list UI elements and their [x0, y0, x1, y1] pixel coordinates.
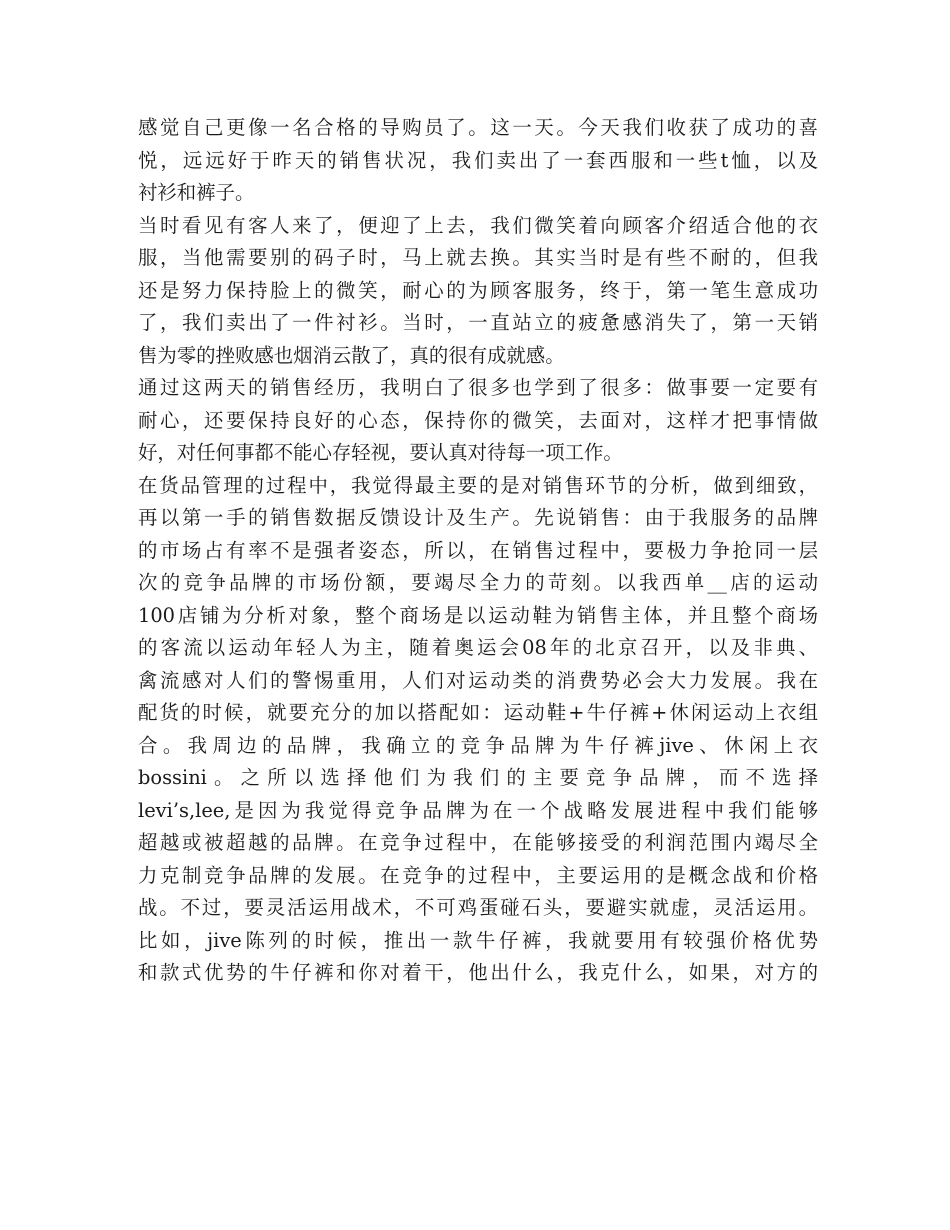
text-line: 好，对任何事都不能心存轻视，要认真对待每一项工作。: [138, 441, 623, 464]
text-line: 耐心，还要保持良好的心态，保持你的微笑，去面对，这样才把事情做: [138, 408, 818, 432]
text-line: 还是努力保持脸上的微笑，耐心的为顾客服务，终于，第一笔生意成功: [138, 278, 818, 302]
text-line: 禽流感对人们的警惕重用，人们对运动类的消费势必会大力发展。我在: [138, 668, 818, 692]
text-line: 感觉自己更像一名合格的导购员了。这一天。今天我们收获了成功的喜: [138, 116, 818, 139]
text-line: 超越或被超越的品牌。在竞争过程中，在能够接受的利润范围内竭尽全: [138, 831, 818, 854]
text-line: 悦，远远好于昨天的销售状况，我们卖出了一套西服和一些t恤，以及: [138, 148, 818, 172]
text-line: 当时看见有客人来了，便迎了上去，我们微笑着向顾客介绍适合他的衣: [138, 213, 818, 237]
text-line: 力克制竞争品牌的发展。在竞争的过程中，主要运用的是概念战和价格: [138, 863, 818, 887]
text-line: 和款式优势的牛仔裤和你对着干，他出什么，我克什么，如果，对方的: [138, 961, 818, 984]
text-line: 售为零的挫败感也烟消云散了，真的很有成就感。: [138, 343, 565, 367]
text-line: 配货的时候，就要充分的加以搭配如：运动鞋+牛仔裤+休闲运动上衣组: [138, 701, 818, 724]
text-line: 战。不过，要灵活运用战术，不可鸡蛋碰石头，要避实就虚，灵活运用。: [138, 896, 818, 919]
text-line: 100店铺为分析对象，整个商场是以运动鞋为销售主体，并且整个商场: [138, 603, 818, 627]
text-line: 衬衫和裤子。: [138, 181, 255, 204]
text-line: 通过这两天的销售经历，我明白了很多也学到了很多：做事要一定要有: [138, 376, 818, 399]
text-line: 了，我们卖出了一件衬衫。当时，一直站立的疲惫感消失了，第一天销: [138, 311, 818, 334]
text-line: 再以第一手的销售数据反馈设计及生产。先说销售：由于我服务的品牌: [138, 506, 818, 529]
text-line: levi’s,lee,是因为我觉得竞争品牌为在一个战略发展进程中我们能够: [138, 798, 818, 822]
text-line: 的客流以运动年轻人为主，随着奥运会08年的北京召开，以及非典、: [138, 636, 818, 659]
text-line: 合。我周边的品牌，我确立的竞争品牌为牛仔裤jive、休闲上衣: [138, 733, 818, 757]
text-line: 服，当他需要别的码子时，马上就去换。其实当时是有些不耐的，但我: [138, 246, 818, 269]
text-line: 比如，jive陈列的时候，推出一款牛仔裤，我就要用有较强价格优势: [138, 928, 818, 952]
document-page: [138, 112, 818, 990]
text-line: 的市场占有率不是强者姿态，所以，在销售过程中，要极力争抢同一层: [138, 538, 818, 562]
text-line: 在货品管理的过程中，我觉得最主要的是对销售环节的分析，做到细致，: [138, 473, 818, 497]
text-line: 次的竞争品牌的市场份额，要竭尽全力的苛刻。以我西单__店的运动: [138, 571, 818, 594]
text-line: bossini。之所以选择他们为我们的主要竞争品牌，而不选择: [138, 766, 818, 789]
